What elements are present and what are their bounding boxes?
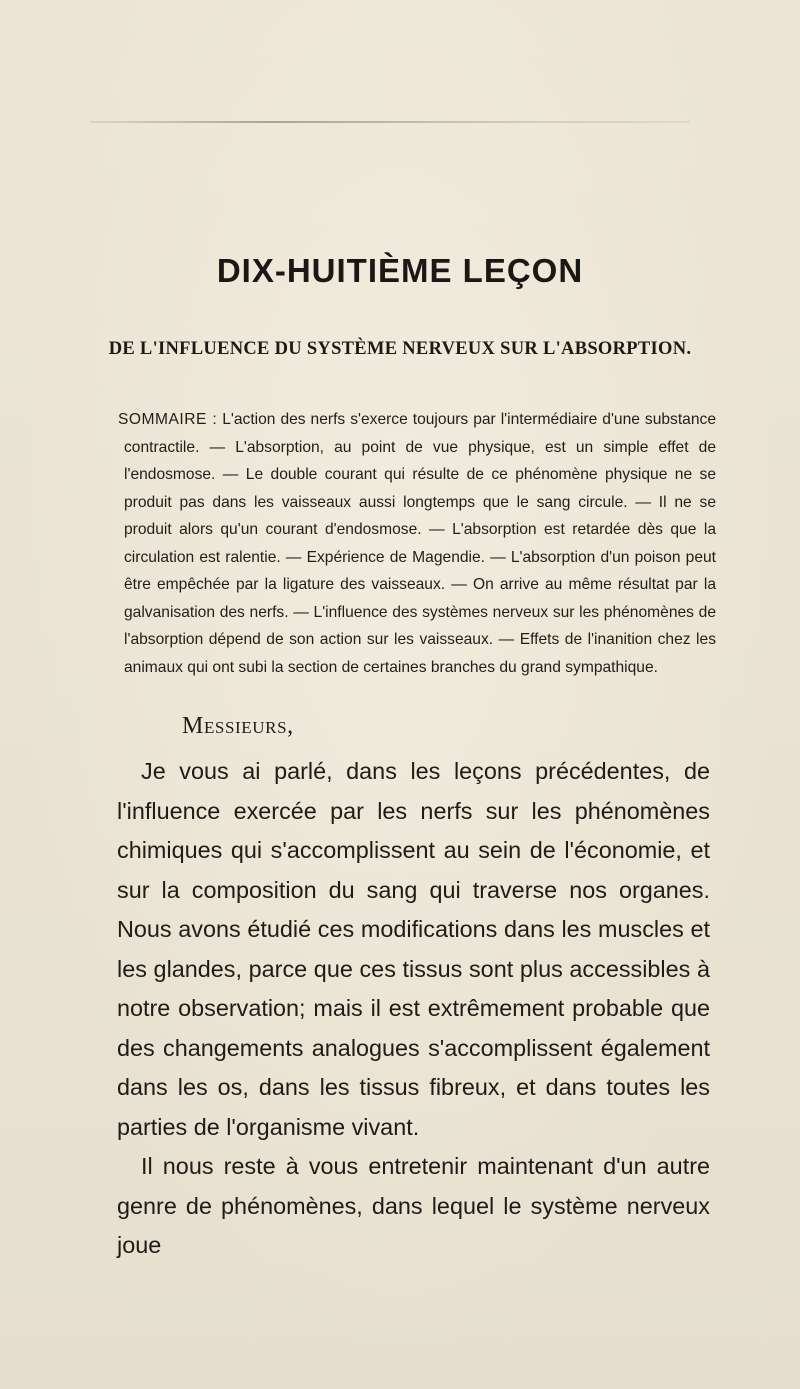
body-paragraph-2: Il nous reste à vous entretenir maintenant d'un autre genre de phénomènes, dans lequel le système nerveux joue	[117, 1153, 710, 1258]
body-paragraph-1: Je vous ai parlé, dans les leçons précédentes, de l'influence exercée par les nerfs sur les phénomènes chimiques qui s'accomplissent au sein de l'économie, et sur la composition du sang qui traverse nos organes. Nous avons étudié ces modifications dans les muscles et les glandes, parce que ces tissus sont plus accessibles à notre observation; mais il est extrêmement probable que des changements analogues s'accomplissent également dans les os, dans les tissus fibreux, et dans toutes les parties de l'organisme vivant.	[117, 758, 710, 1140]
body-text	[117, 752, 710, 1266]
summary-text: L'action des nerfs s'exerce toujours par l'intermédiaire d'une substance contractile. — L'absorption, au point de vue physique, est un simple effet de l'endosmose. — Le double courant qui résulte de ce phénomène physique ne se produit pas dans les vaisseaux aussi longtemps que le sang circule. — Il ne se produit alors qu'un courant d'endosmose. — L'absorption est retardée dès que la circulation est ralentie. — Expérience de Magendie. — L'absorption d'un poison peut être empêchée par la ligature des vaisseaux. — On arrive au même résultat par la galvanisation des nerfs. — L'influence des systèmes nerveux sur les phénomènes de l'absorption dépend de son action sur les vaisseaux. — Effets de l'inanition chez les animaux qui ont subi la section de certaines branches du grand sympathique.	[124, 411, 716, 676]
top-rule-divider	[90, 121, 690, 123]
lesson-title: DIX-HUITIÈME LEÇON	[216, 252, 584, 289]
salutation: Messieurs,	[182, 713, 294, 739]
lesson-subtitle: DE L'INFLUENCE DU SYSTÈME NERVEUX SUR L'ABSORPTION.	[108, 339, 692, 359]
summary-paragraph	[118, 406, 716, 681]
summary-label: SOMMAIRE :	[118, 411, 218, 428]
